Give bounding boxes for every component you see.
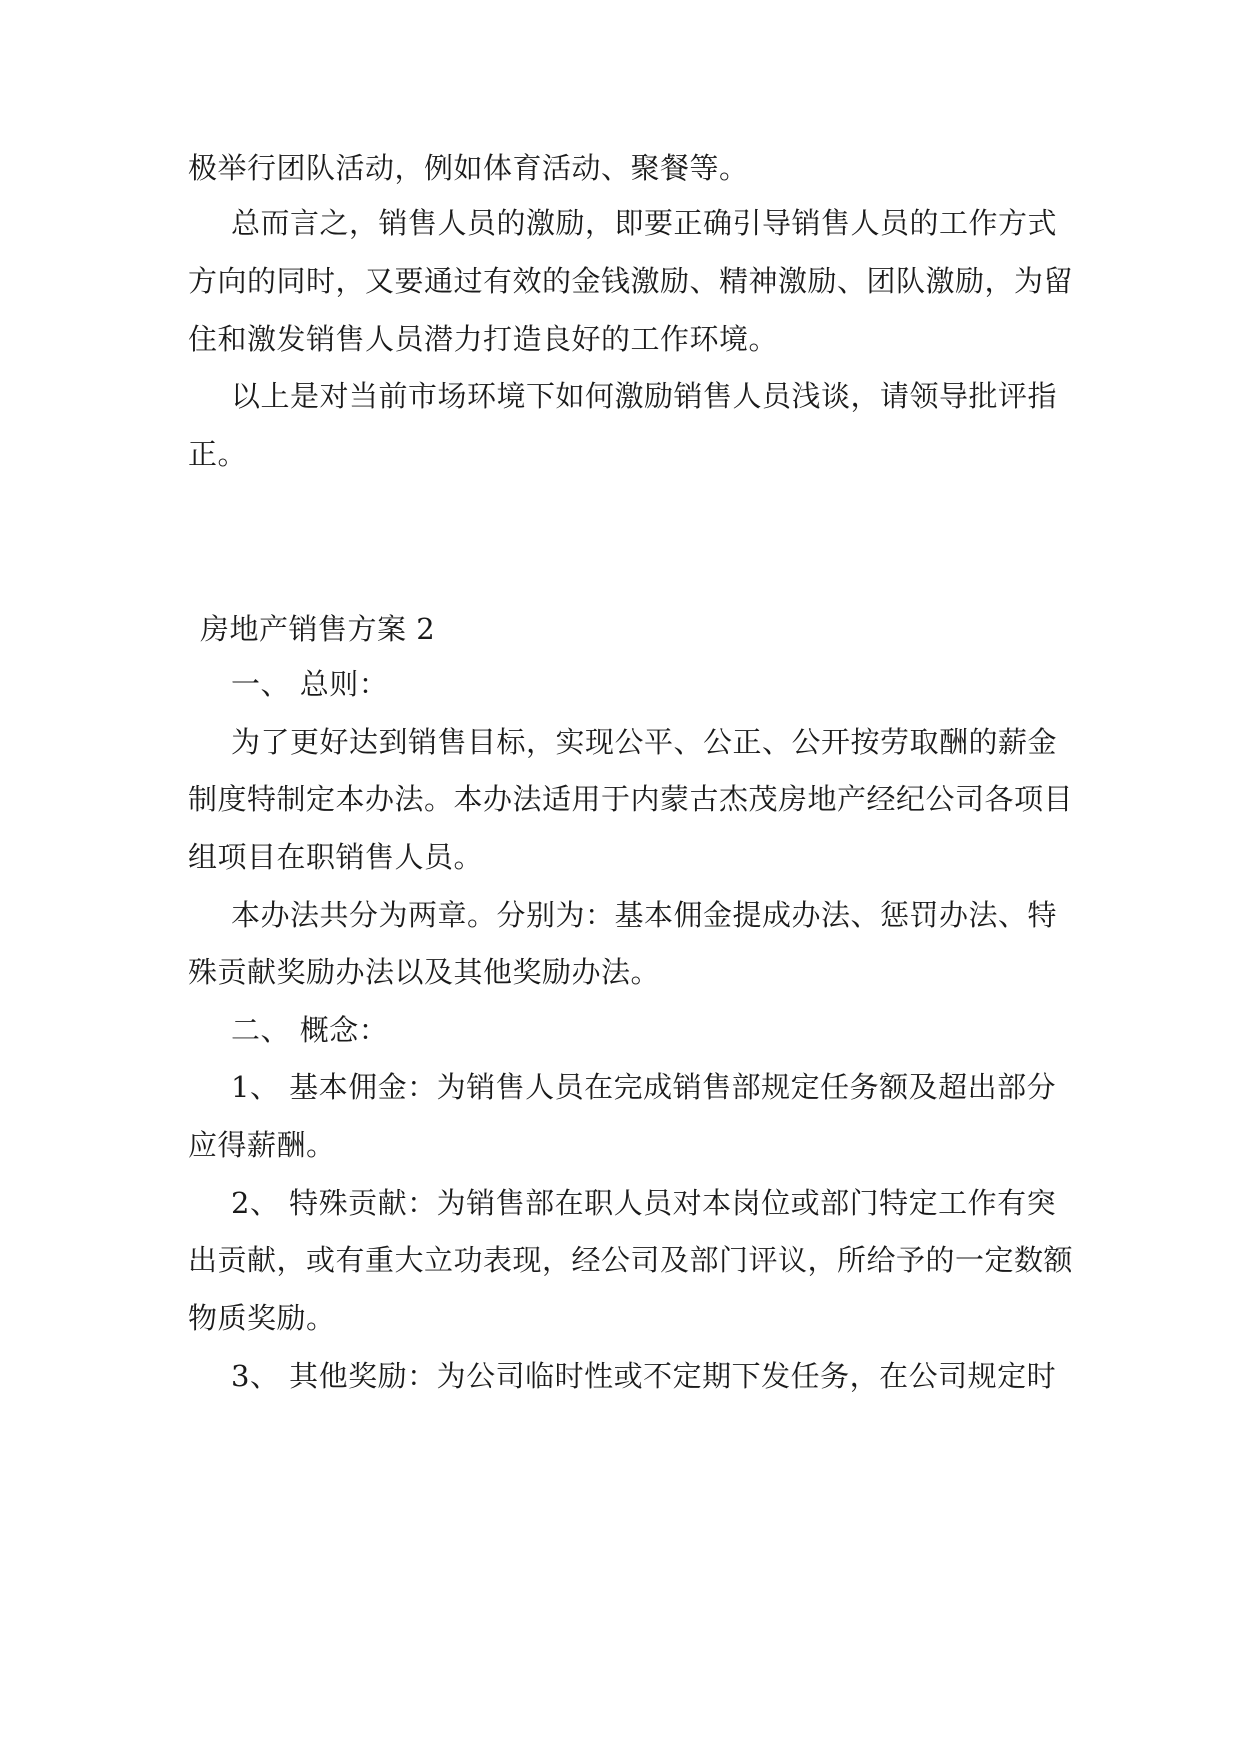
list-item-line: 出贡献，或有重大立功表现，经公司及部门评议，所给予的一定数额 xyxy=(188,1243,1074,1277)
list-item-line: 物质奖励。 xyxy=(188,1301,336,1335)
list-item-line: 2、 特殊贡献：为销售部在职人员对本岗位或部门特定工作有突 xyxy=(231,1186,1057,1220)
list-item-line: 1、 基本佣金：为销售人员在完成销售部规定任务额及超出部分 xyxy=(231,1070,1057,1104)
paragraph-line: 住和激发销售人员潜力打造良好的工作环境。 xyxy=(188,322,779,356)
paragraph-line: 以上是对当前市场环境下如何激励销售人员浅谈，请领导批评指 xyxy=(231,379,1058,413)
list-item-line: 3、 其他奖励：为公司临时性或不定期下发任务，在公司规定时 xyxy=(231,1359,1057,1393)
paragraph-line: 为了更好达到销售目标，实现公平、公正、公开按劳取酬的薪金 xyxy=(231,725,1058,759)
paragraph-line: 正。 xyxy=(188,437,248,471)
paragraph-line: 组项目在职销售人员。 xyxy=(188,840,484,874)
paragraph-line: 总而言之，销售人员的激励，即要正确引导销售人员的工作方式 xyxy=(231,206,1058,240)
section-heading: 一、 总则： xyxy=(231,667,389,701)
paragraph-line: 本办法共分为两章。分别为：基本佣金提成办法、惩罚办法、特 xyxy=(231,898,1058,932)
paragraph-line: 殊贡献奖励办法以及其他奖励办法。 xyxy=(188,955,661,989)
paragraph-line: 极举行团队活动，例如体育活动、聚餐等。 xyxy=(188,151,749,185)
paragraph-line: 制度特制定本办法。本办法适用于内蒙古杰茂房地产经纪公司各项目 xyxy=(188,782,1074,816)
list-item-line: 应得薪酬。 xyxy=(188,1128,336,1162)
section-title: 房地产销售方案 2 xyxy=(200,612,436,646)
section-heading: 二、 概念： xyxy=(231,1013,389,1047)
paragraph-line: 方向的同时，又要通过有效的金钱激励、精神激励、团队激励，为留 xyxy=(188,264,1074,298)
